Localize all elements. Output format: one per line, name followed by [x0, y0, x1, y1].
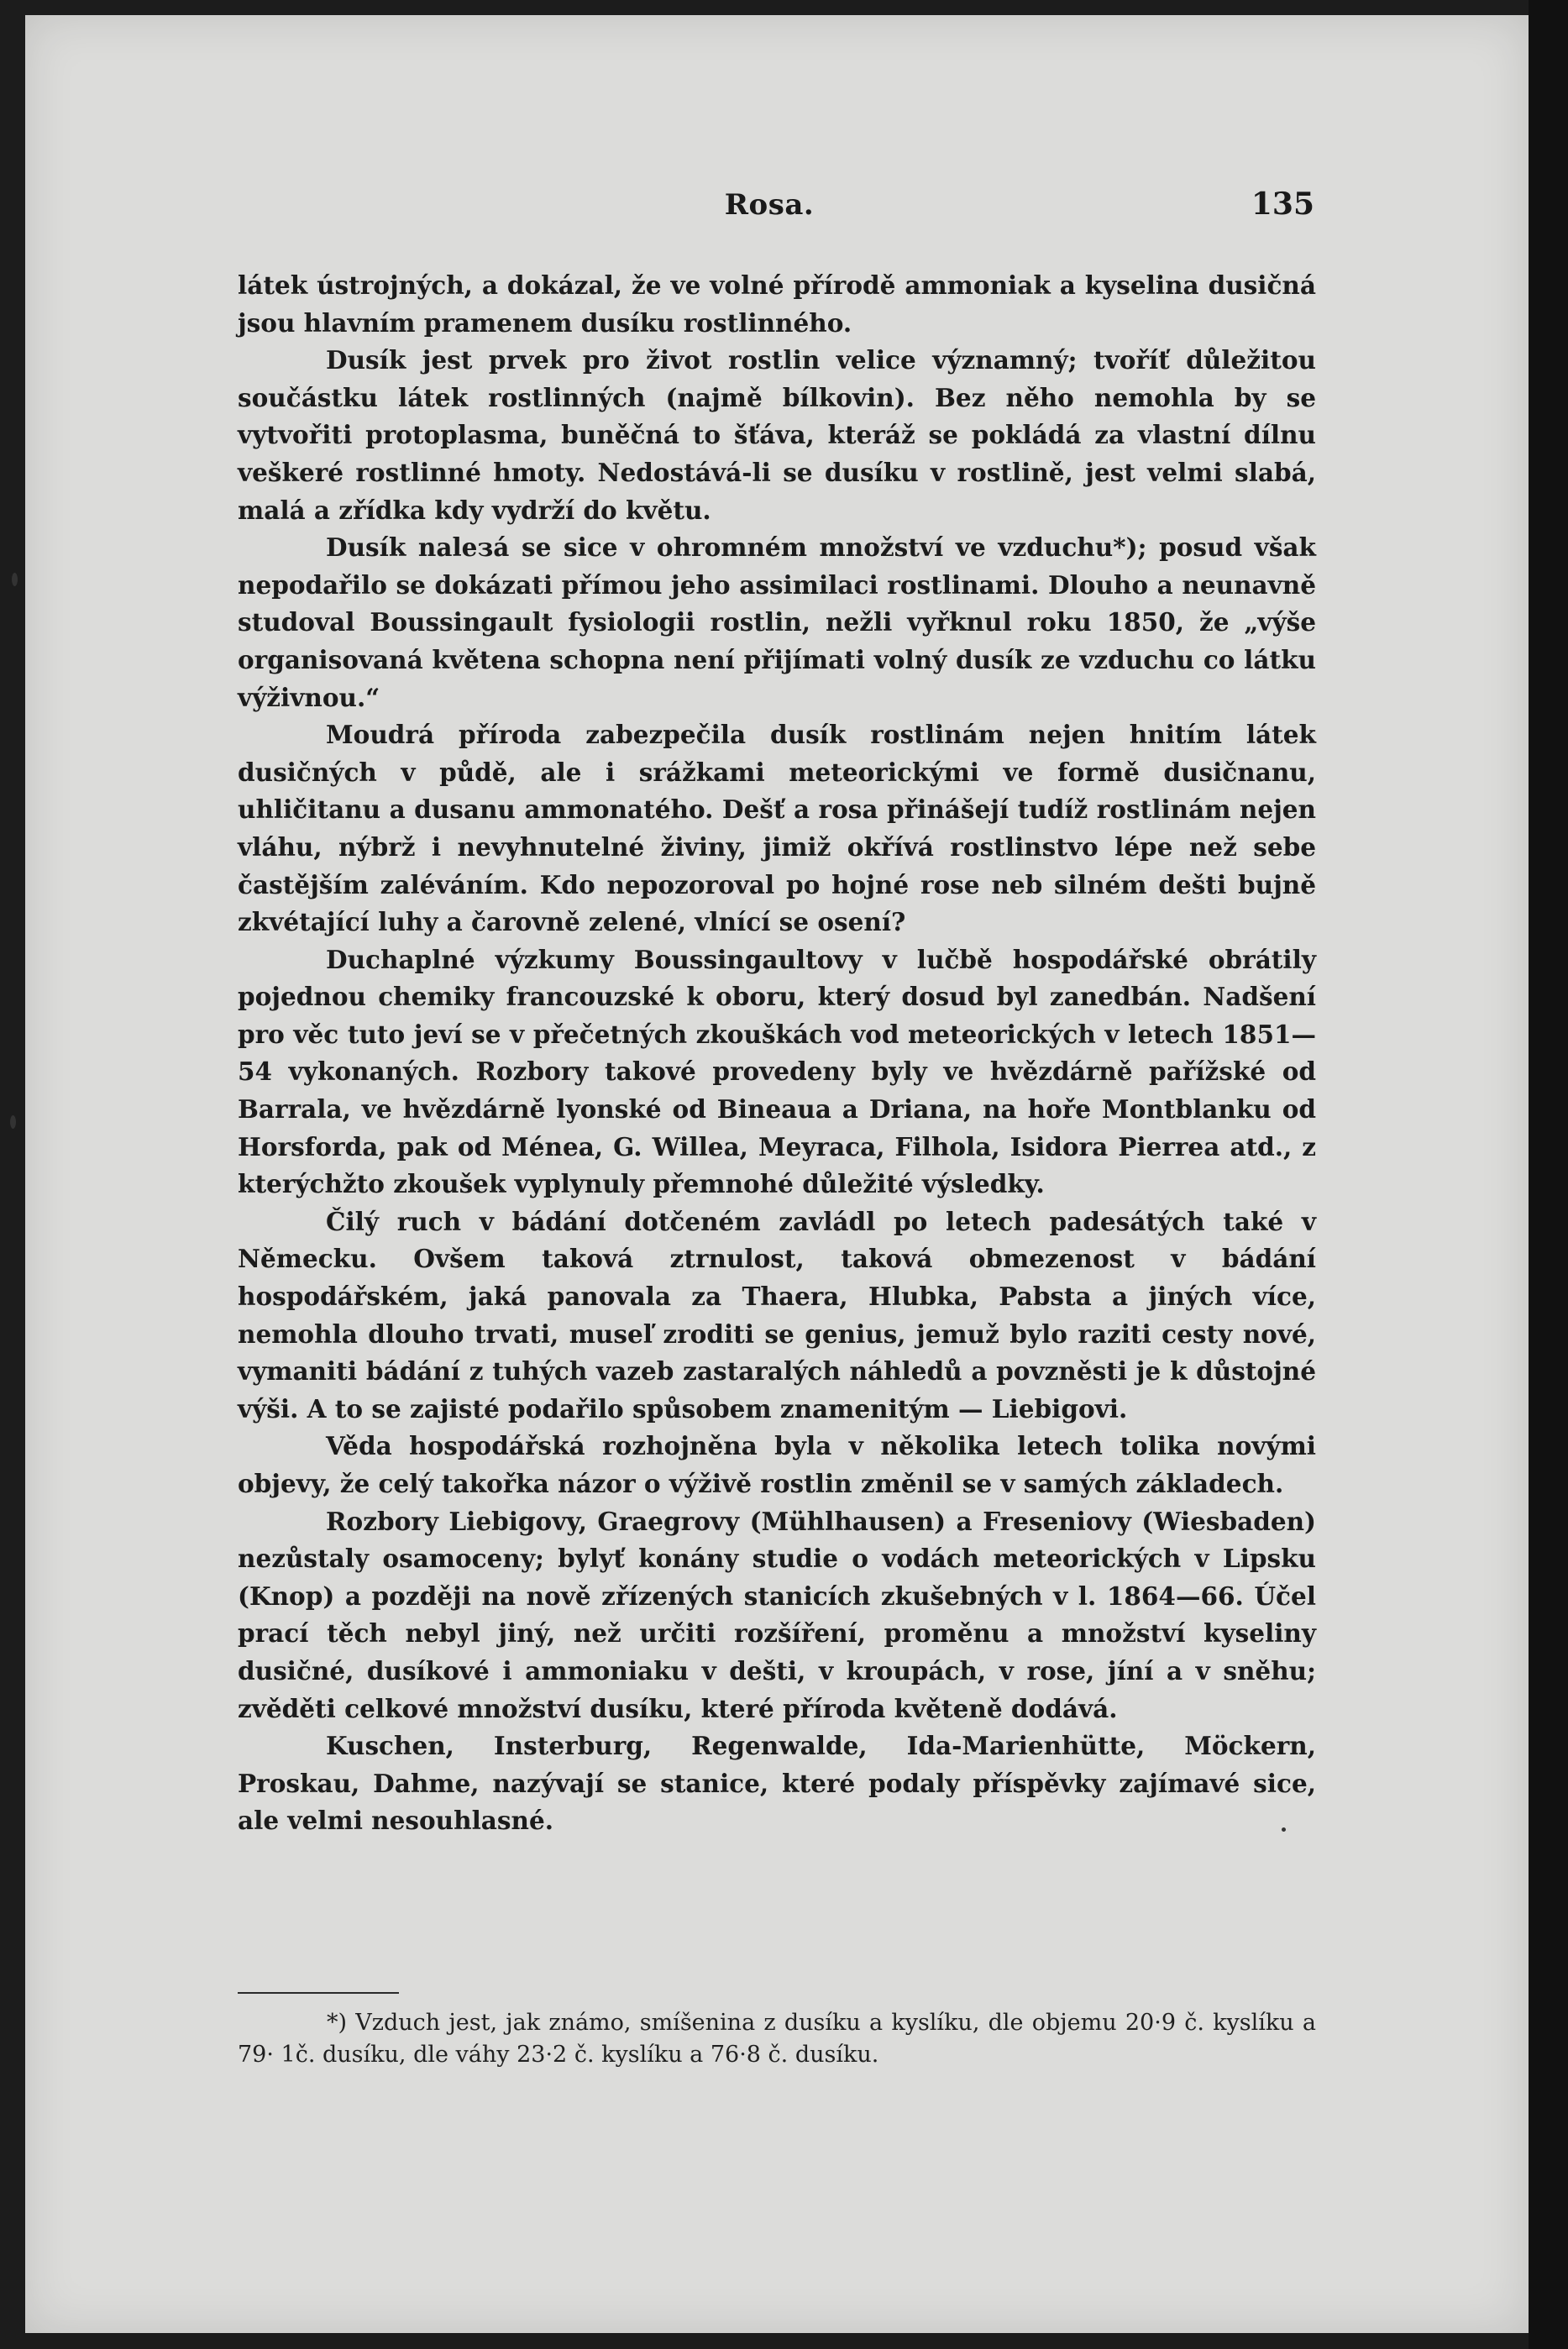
footnote: *) Vzduch jest, jak známo, smíšenina z dusíku a kyslíku, dle objemu 20·9 č. kyslíku a 79· 1č. dusíku, dle váhy 23·2 č. kyslíku a 76·8 č. dusíku. — [238, 2010, 1316, 2068]
page-header — [214, 183, 1324, 233]
footnote-rule — [238, 1992, 399, 1994]
scan-speck — [10, 1115, 16, 1129]
paragraph-6: Čilý ruch v bádání dotčeném zavládl po letech padesátých také v Německu. Ovšem taková ztrnulost, taková obmezenost v bádání hospodářském, jaká panovala za Thaera, Hlubka, Pabsta a jiných více, nemohla dlouho trvati, museľ zroditi se genius, jemuž bylo raziti cesty nové, vymaniti bádání z tuhých vazeb zastaralých náhledů a povzněsti je k důstojné výši. A to se zajisté podařilo spůsobem znamenitým — Liebigovi. — [238, 1206, 1316, 1424]
paragraph-8: Rozbory Liebigovy, Graegrovy (Mühlhausen) a Freseniovy (Wiesbaden) nezůstaly osamoceny; bylyť konány studie o vodách meteorických v Lipsku (Knop) a později na nově zřízených stanicích zkušebných v l. 1864—66. Účel prací těch nebyl jiný, než určiti rozšíření, proměnu a množství kyseliny dusičné, dusíkové i ammoniaku v dešti, v kroupách, v rose, jíní a v sněhu; zvěděti celkové množství dusíku, které příroda květeně dodává. — [238, 1506, 1316, 1723]
scan-speck — [1282, 1827, 1286, 1832]
paragraph-1: látek ústrojných, a dokázal, že ve volné přírodě ammoniak a kyselina dusičná jsou hlavním pramenem dusíku rostlinného. — [238, 270, 1316, 338]
body-text — [238, 267, 1316, 1840]
paragraph-7: Věda hospodářská rozhojněna byla v několika letech tolika novými objevy, že celý takořka názor o výživě rostlin změnil se v samých základech. — [238, 1431, 1316, 1498]
paragraph-9: Kuschen, Insterburg, Regenwalde, Ida-Marienhütte, Möckern, Proskau, Dahme, nazývají se stanice, které podaly příspěvky zajímavé sice, ale velmi nesouhlasné. — [238, 1731, 1316, 1836]
paragraph-2: Dusík jest prvek pro život rostlin velice významný; tvoříť důležitou součástku látek rostlinných (najmě bílkovin). Bez něho nemohla by se vytvořiti protoplasma, buněčná to šťáva, kteráž se pokládá za vlastní dílnu veškeré rostlinné hmoty. Nedostává-li se dusíku v rostlině, jest velmi slabá, malá a zřídka kdy vydrží do květu. — [238, 345, 1316, 525]
paragraph-5: Duchaplné výzkumy Boussingaultovy v lučbě hospodářské obrátily pojednou chemiky francouzské k oboru, který dosud byl zanedbán. Nadšení pro věc tuto jeví se v přečetných zkouškách vod meteorických v letech 1851—54 vykonaných. Rozbory takové provedeny byly ve hvězdárně pařížské od Barrala, ve hvězdárně lyonské od Bineaua a Driana, na hoře Montblanku od Horsforda, pak od Ménea, G. Willea, Meyraca, Filhola, Isidora Pierrea atd., z kterýchžto zkoušek vyplynuly přemnohé důležité výsledky. — [238, 944, 1316, 1199]
page-number: 135 — [1251, 186, 1314, 222]
paragraph-4: Moudrá příroda zabezpečila dusík rostlinám nejen hnitím látek dusičných v půdě, ale i srážkami meteorickými ve formě dusičnanu, uhličitanu a dusanu ammonatého. Dešť a rosa přinášejí tudíž rostlinám nejen vláhu, nýbrž i nevyhnutelné živiny, jimiž okřívá rostlinstvo lépe než sebe častějším zaléváním. Kdo nepozoroval po hojné rose neb silném dešti bujně zkvétající luhy a čarovně zelené, vlnící se osení? — [238, 720, 1316, 937]
paragraph-3: Dusík naleзá se sice v ohromném množství ve vzduchu*); posud však nepodařilo se dokázati přímou jeho assimilaci rostlinami. Dlouho a neunavně studoval Boussingault fysiologii rostlin, nežli vyřknul roku 1850, že „výše organisovaná květena schopna není přijímati volný dusík ze vzduchu co látku výživnou.“ — [238, 532, 1316, 712]
scan-speck — [12, 573, 18, 586]
running-head: Rosa. — [724, 188, 815, 222]
scan-edge — [1529, 0, 1568, 2349]
